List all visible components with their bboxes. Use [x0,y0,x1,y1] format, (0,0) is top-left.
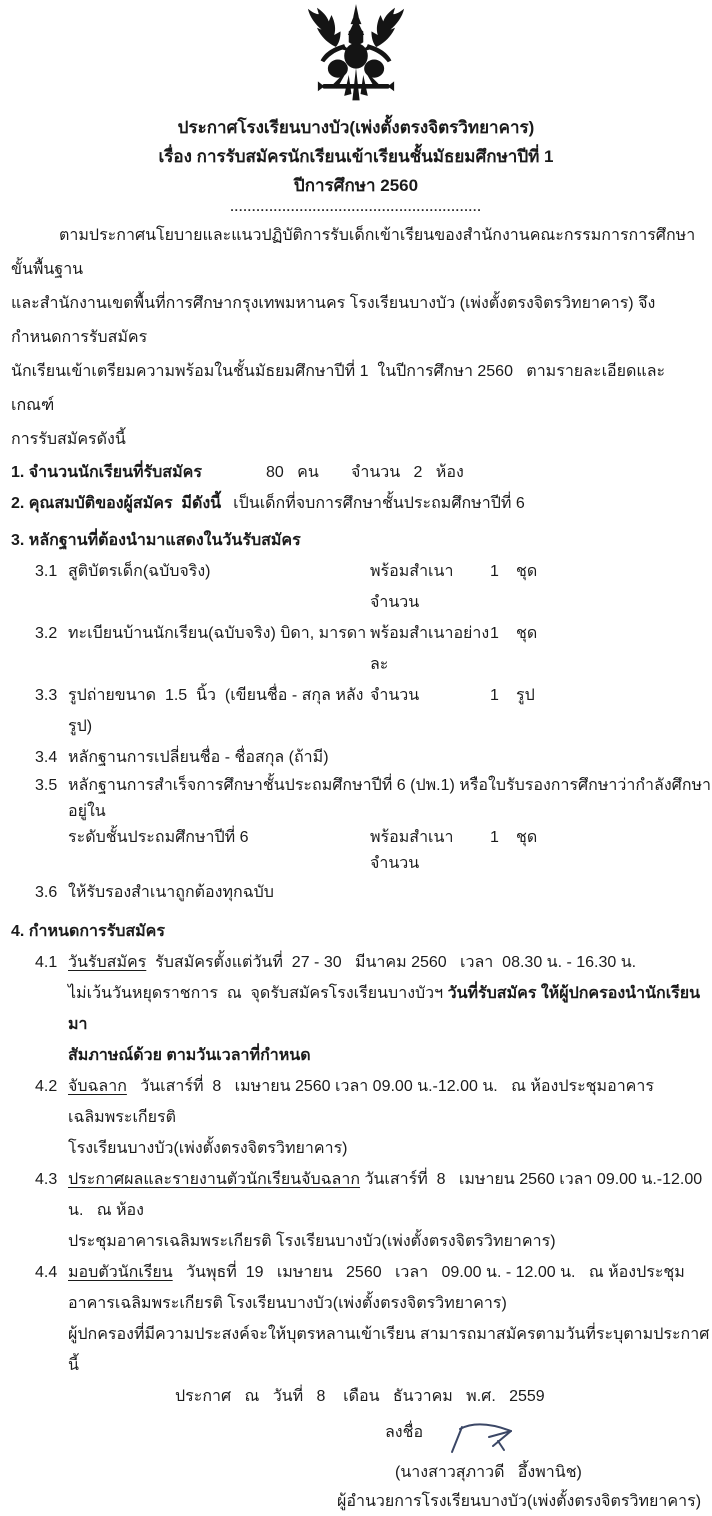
signer-name: (นางสาวสุภาวดี อึ้งพานิช) [395,1464,582,1481]
schedule-label: มอบตัวนักเรียน [68,1264,173,1281]
schedule-text: ประชุมอาคารเฉลิมพระเกียรติ โรงเรียนบางบัว(เพ่งตั้งตรงจิตรวิทยาคาร) [68,1233,556,1250]
evidence-item-3-4 [0,742,712,773]
section-1-count: 80 คน [266,464,319,481]
item-number: 3.3 [35,687,58,704]
item-copy-label: จำนวน [370,687,420,704]
item-qty: 1 [490,829,499,846]
item-unit: รูป [516,687,535,704]
item-number: 4.1 [35,954,58,971]
schedule-text: โรงเรียนบางบัว(เพ่งตั้งตรงจิตรวิทยาคาร) [68,1140,348,1157]
evidence-item-3-5 [0,773,712,825]
item-unit: ชุด [516,829,538,846]
schedule-item-4-2 [0,1071,712,1164]
intro-line: และสำนักงานเขตพื้นที่การศึกษากรุงเทพมหานคร โรงเรียนบางบัว (เพ่งตั้งตรงจิตรวิทยาคาร) จึงกำหนดการรับสมัคร [11,295,656,346]
title-line-year: ปีการศึกษา 2560 [293,176,419,195]
garuda-emblem-icon [297,4,415,111]
signature-row [0,1418,712,1458]
closing-note: ผู้ปกครองที่มีความประสงค์จะให้บุตรหลานเข้าเรียน สามารถมาสมัครตามวันที่ระบุตามประกาศนี้ [68,1326,710,1374]
schedule-label: ประกาศผลและรายงานตัวนักเรียนจับฉลาก [68,1171,361,1188]
evidence-item-3-6 [0,877,712,908]
announcement-date: ประกาศ ณ วันที่ 8 เดือน ธันวาคม พ.ศ. 2559 [175,1388,545,1405]
item-unit: ชุด [516,625,538,642]
item-number: 4.2 [35,1078,58,1095]
item-text-continued: ระดับชั้นประถมศึกษาปีที่ 6 [68,829,249,846]
divider-dots: .......................................................... [230,200,482,214]
schedule-item-4-1 [0,947,712,1071]
evidence-item-3-3 [0,680,712,742]
item-number: 3.6 [35,884,58,901]
schedule-text: วันเสาร์ที่ 8 เมษายน 2560 เวลา 09.00 น.-12.00 น. ณ ห้องประชุมอาคารเฉลิมพระเกียรติ [68,1078,654,1126]
item-number: 3.4 [35,749,58,766]
section-1-heading: 1. จำนวนนักเรียนที่รับสมัคร [11,464,202,481]
handwritten-signature-icon [445,1420,525,1458]
section-4-heading: 4. กำหนดการรับสมัคร [11,923,165,940]
item-text: ให้รับรองสำเนาถูกต้องทุกฉบับ [68,884,274,901]
section-3-heading: 3. หลักฐานที่ต้องนำมาแสดงในวันรับสมัคร [11,532,301,549]
item-unit: ชุด [516,563,538,580]
evidence-item-3-5-line2 [0,825,712,877]
section-2-detail: เป็นเด็กที่จบการศึกษาชั้นประถมศึกษาปีที่ 6 [233,495,525,512]
item-number: 3.2 [35,625,58,642]
section-2-heading: 2. คุณสมบัติของผู้สมัคร มีดังนี้ [11,495,222,512]
schedule-text: อาคารเฉลิมพระเกียรติ โรงเรียนบางบัว(เพ่งตั้งตรงจิตรวิทยาคาร) [68,1295,507,1312]
intro-paragraph [0,219,712,457]
item-text: สูติบัตรเด็ก(ฉบับจริง) [68,563,211,580]
evidence-item-3-1 [0,556,712,618]
schedule-label: จับฉลาก [68,1078,127,1095]
item-copy-label: พร้อมสำเนา จำนวน [370,563,463,611]
item-number: 4.3 [35,1171,58,1188]
item-copy-label: พร้อมสำเนา จำนวน [370,829,463,872]
sign-label: ลงชื่อ [385,1424,424,1441]
signer-title: ผู้อำนวยการโรงเรียนบางบัว(เพ่งตั้งตรงจิตรวิทยาคาร) [337,1493,702,1510]
section-2-row [0,488,712,519]
announcement-document [0,4,712,1510]
schedule-label: วันรับสมัคร [68,954,147,971]
item-copy-label: พร้อมสำเนาอย่างละ [370,625,490,673]
intro-line: นักเรียนเข้าเตรียมความพร้อมในชั้นมัธยมศึกษาปีที่ 1 ในปีการศึกษา 2560 ตามรายละเอียดและเกณฑ์ [11,363,666,414]
item-text: หลักฐานการเปลี่ยนชื่อ - ชื่อสกุล (ถ้ามี) [68,749,329,766]
item-number: 3.5 [35,777,58,794]
item-qty: 1 [490,625,499,642]
title-line-school: ประกาศโรงเรียนบางบัว(เพ่งตั้งตรงจิตรวิทยาคาร) [177,118,535,137]
intro-line: ตามประกาศนโยบายและแนวปฏิบัติการรับเด็กเข้าเรียนของสำนักงานคณะกรรมการการศึกษาขั้นพื้นฐาน [11,227,696,278]
schedule-text-bold: สัมภาษณ์ด้วย ตามวันเวลาที่กำหนด [68,1047,311,1064]
title-line-subject: เรื่อง การรับสมัครนักเรียนเข้าเรียนชั้นมัธยมศึกษาปีที่ 1 [158,147,554,166]
schedule-text: วันเสาร์ที่ 8 เมษายน 2560 เวลา 09.00 น.-12.00 น. ณ ห้อง [68,1171,707,1219]
item-qty: 1 [490,687,499,704]
item-number: 3.1 [35,563,58,580]
schedule-item-4-3 [0,1164,712,1257]
schedule-text-bold: วันที่รับสมัคร ให้ผู้ปกครองนำนักเรียนมา [68,985,701,1033]
section-1-rooms: จำนวน 2 ห้อง [351,464,464,481]
document-title-block [0,113,712,200]
schedule-text: รับสมัครตั้งแต่วันที่ 27 - 30 มีนาคม 2560 เวลา 08.30 น. - 16.30 น. [146,954,637,971]
item-qty: 1 [490,563,499,580]
item-text: รูปถ่ายขนาด 1.5 นิ้ว (เขียนชื่อ - สกุล หลังรูป) [68,687,364,735]
item-number: 4.4 [35,1264,58,1281]
item-text: ทะเบียนบ้านนักเรียน(ฉบับจริง) บิดา, มารดา [68,625,367,642]
intro-line: การรับสมัครดังนี้ [11,431,126,448]
section-1-row [0,457,712,488]
evidence-item-3-2 [0,618,712,680]
schedule-text: วันพุธที่ 19 เมษายน 2560 เวลา 09.00 น. - 12.00 น. ณ ห้องประชุม [172,1264,685,1281]
item-text: หลักฐานการสำเร็จการศึกษาชั้นประถมศึกษาปีที่ 6 (ปพ.1) หรือใบรับรองการศึกษาว่ากำลังศึกษาอยู่ใน [68,777,712,820]
schedule-text: ไม่เว้นวันหยุดราชการ ณ จุดรับสมัครโรงเรียนบางบัวฯ [68,985,448,1002]
schedule-item-4-4 [0,1257,712,1319]
